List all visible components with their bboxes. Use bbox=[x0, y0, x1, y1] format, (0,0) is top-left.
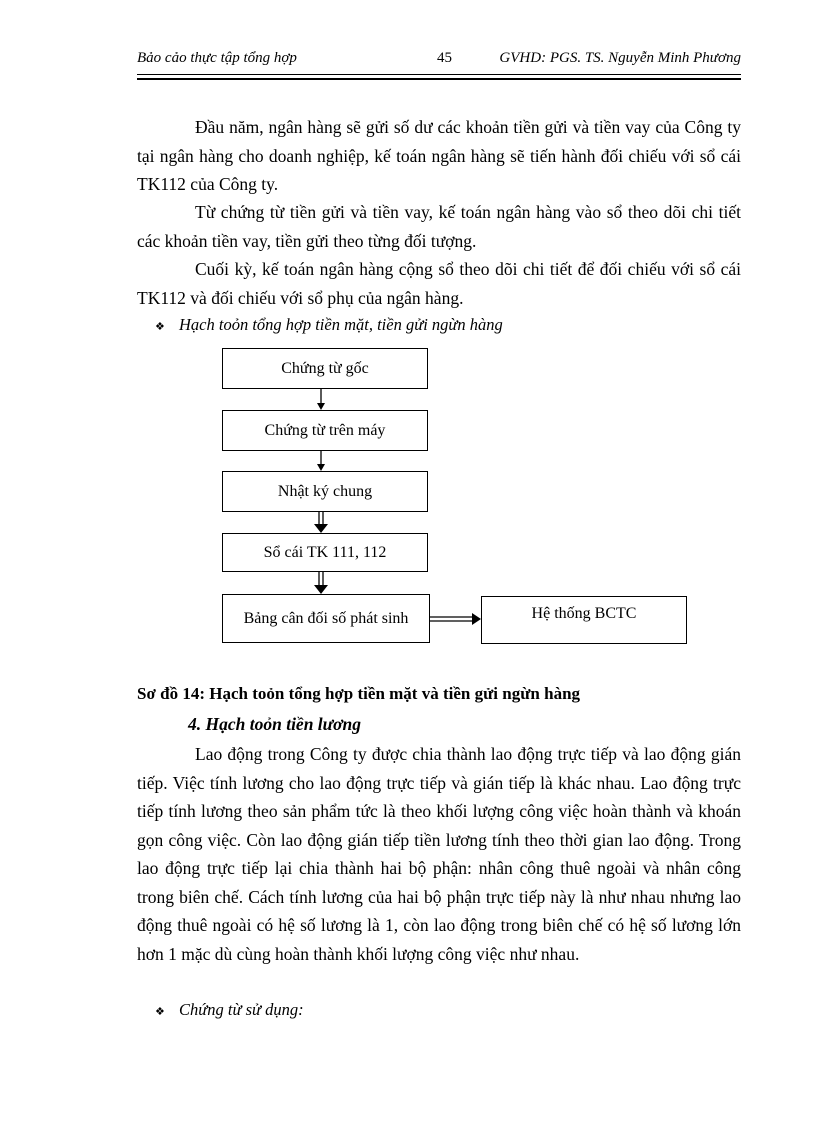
arrowhead-3-4 bbox=[314, 524, 328, 533]
flow-box-financial-statements: Hệ thống BCTC bbox=[481, 596, 687, 644]
diamond-bullet-icon: ❖ bbox=[155, 1005, 165, 1018]
header-supervisor: GVHD: PGS. TS. Nguyễn Minh Phương bbox=[499, 50, 741, 66]
header-report-title: Bảo cảo thực tập tổng hợp bbox=[137, 50, 297, 66]
flow-box-general-journal: Nhật ký chung bbox=[222, 471, 428, 512]
flow-box-trial-balance: Bảng cân đối số phát sinh bbox=[222, 594, 430, 643]
diagram-caption: Sơ đồ 14: Hạch toỏn tổng hợp tiền mặt và tiền gửi ngừn hàng bbox=[137, 684, 581, 703]
arrowhead-5-6 bbox=[472, 613, 481, 625]
arrowhead-2-3 bbox=[317, 464, 325, 471]
flow-box-ledger: Sổ cái TK 111, 112 bbox=[222, 533, 428, 572]
flow-box-source-documents: Chứng từ gốc bbox=[222, 348, 428, 389]
arrowhead-4-5 bbox=[314, 585, 328, 594]
diamond-bullet-icon: ❖ bbox=[155, 320, 165, 333]
arrowhead-1-2 bbox=[317, 403, 325, 410]
flow-box-computer-documents: Chứng từ trên máy bbox=[222, 410, 428, 451]
section-title: 4. Hạch toỏn tiền lương bbox=[188, 714, 362, 734]
paragraph-detail-ledger: Từ chứng từ tiền gửi và tiền vay, kế toán ngân hàng vào sổ theo dõi chi tiết các khoản tiền vay, tiền gửi theo từng đối tượng. bbox=[137, 202, 741, 251]
paragraph-period-end: Cuối kỳ, kế toán ngân hàng cộng sổ theo dõi chi tiết để đối chiếu với sổ cái TK112 và đối chiếu với sổ phụ của ngân hàng. bbox=[137, 259, 741, 308]
bullet-cash-accounting-text: Hạch toỏn tổng hợp tiền mặt, tiền gửi ngừn hàng bbox=[179, 315, 503, 334]
bullet-documents-used-text: Chứng từ sử dụng: bbox=[179, 1000, 304, 1019]
paragraph-opening-balance: Đầu năm, ngân hàng sẽ gửi số dư các khoản tiền gửi và tiền vay của Công ty tại ngân hàng cho doanh nghiệp, kế toán ngân hàng sẽ tiến hành đối chiếu với sổ cái TK112 của Công ty. bbox=[137, 117, 741, 194]
bullet-documents-used bbox=[155, 1000, 304, 1020]
page-number: 45 bbox=[437, 50, 452, 66]
paragraph-labor: Lao động trong Công ty được chia thành lao động trực tiếp và lao động gián tiếp. Việc tính lương cho lao động trực tiếp và gián tiếp là khác nhau. Lao động trực tiếp tính lương theo sản phẩm tức là theo khối lượng công việc hoàn thành và khoán gọn công việc. Còn lao động gián tiếp tiền lương tính theo thời gian lao động. Trong lao động trực tiếp lại chia thành hai bộ phận: nhân công thuê ngoài và nhân công trong biên chế. Cách tính lương của hai bộ phận trực tiếp này là như nhau nhưng lao động thuê ngoài có hệ số lương là 1, còn lao động trong biên chế có hệ số lương lớn hơn 1 mặc dù cùng hoàn thành khối lượng công việc như nhau. bbox=[137, 744, 741, 964]
